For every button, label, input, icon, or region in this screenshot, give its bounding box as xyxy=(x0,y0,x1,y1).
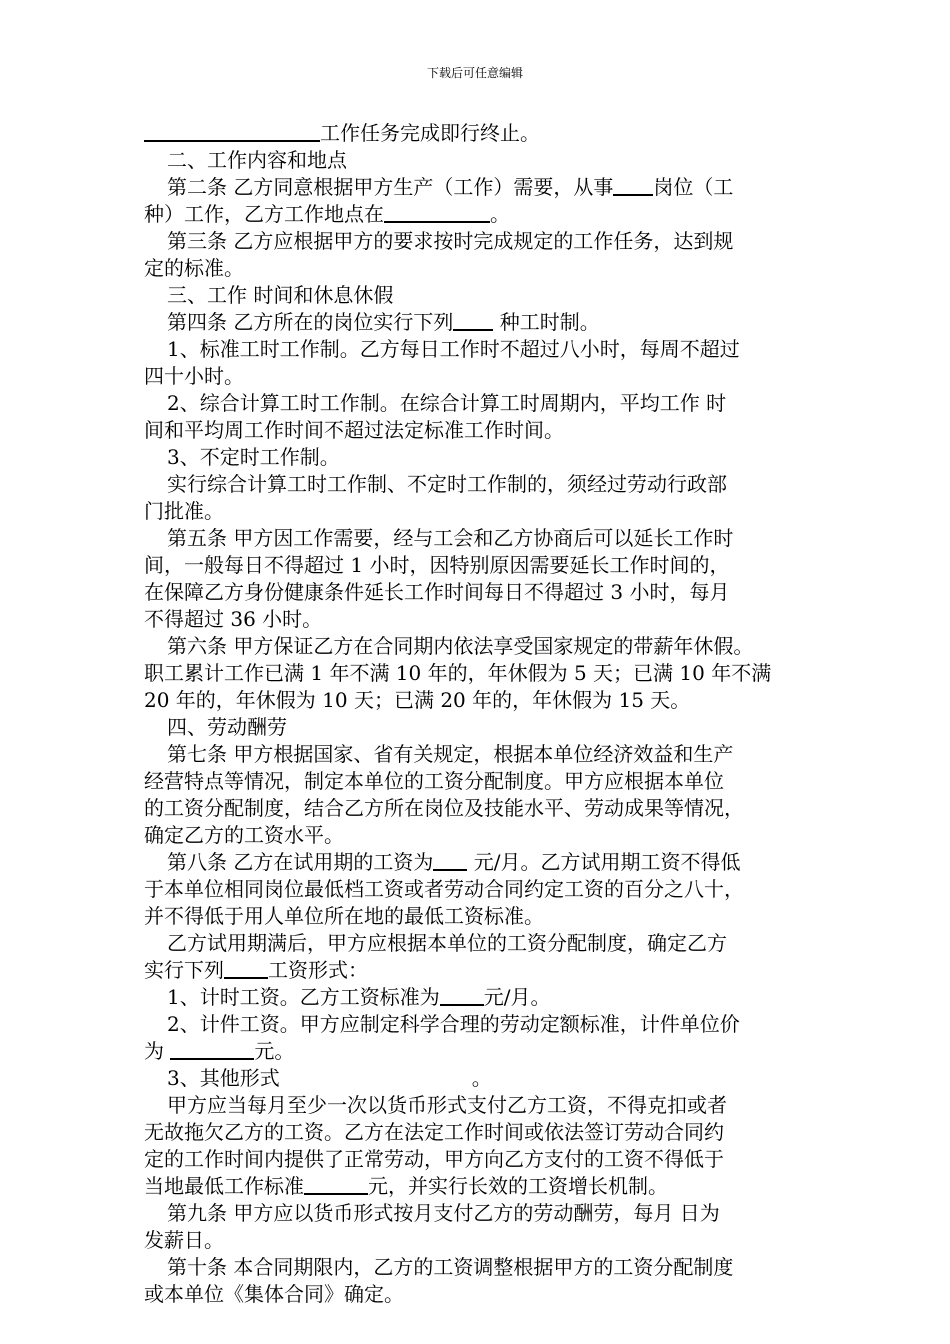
section-heading: 三、工作 时间和休息休假 xyxy=(167,283,394,307)
blank-underline xyxy=(170,1038,254,1060)
blank-underline xyxy=(613,174,653,196)
line: 于本单位相同岗位最低档工资或者劳动合同约定工资的百分之八十， xyxy=(144,877,744,901)
line: 1、标准工时工作制。乙方每日工作时不超过八小时，每周不超过 xyxy=(167,337,740,361)
line: 定的工作时间内提供了正常劳动，甲方向乙方支付的工资不得低于 xyxy=(144,1147,724,1171)
line: 第八条 乙方在试用期的工资为 元/月。乙方试用期工资不得低 xyxy=(167,850,741,874)
blank-underline xyxy=(224,957,268,979)
line: 乙方试用期满后，甲方应根据本单位的工资分配制度，确定乙方 xyxy=(167,931,727,955)
line: 第三条 乙方应根据甲方的要求按时完成规定的工作任务，达到规 xyxy=(167,229,734,253)
line: 当地最低工作标准 元，并实行长效的工资增长机制。 xyxy=(144,1174,668,1198)
line: 无故拖欠乙方的工资。乙方在法定工作时间或依法签订劳动合同约 xyxy=(144,1120,724,1144)
line: 门批准。 xyxy=(144,499,224,523)
line: 第七条 甲方根据国家、省有关规定，根据本单位经济效益和生产 xyxy=(167,742,734,766)
line: 2、综合计算工时工作制。在综合计算工时周期内，平均工作 时 xyxy=(167,391,727,415)
line: 3、其他形式 。 xyxy=(167,1066,492,1090)
line: 的工资分配制度，结合乙方所在岗位及技能水平、劳动成果等情况， xyxy=(144,796,744,820)
line: 甲方应当每月至少一次以货币形式支付乙方工资，不得克扣或者 xyxy=(167,1093,727,1117)
line: 实行下列 工资形式： xyxy=(144,958,368,982)
page-header: 下载后可任意编辑 xyxy=(426,66,523,80)
line: 第二条 乙方同意根据甲方生产（工作）需要，从事 岗位（工 xyxy=(167,175,734,199)
line: 确定乙方的工资水平。 xyxy=(144,823,344,847)
section-heading: 四、劳动酬劳 xyxy=(167,715,287,739)
blank-underline xyxy=(453,309,493,331)
line: 第四条 乙方所在的岗位实行下列 种工时制。 xyxy=(167,310,600,334)
line: 并不得低于用人单位所在地的最低工资标准。 xyxy=(144,904,544,928)
line: 工作任务完成即行终止。 xyxy=(144,120,809,147)
line: 间，一般每日不得超过 1 小时，因特别原因需要延长工作时间的， xyxy=(144,553,730,577)
line: 3、不定时工作制。 xyxy=(167,445,340,469)
blank-underline xyxy=(440,984,484,1006)
line: 第六条 甲方保证乙方在合同期内依法享受国家规定的带薪年休假。 xyxy=(167,634,754,658)
line: 1、计时工资。乙方工资标准为 元/月。 xyxy=(167,985,551,1009)
section-heading: 二、工作内容和地点 xyxy=(167,148,347,172)
line: 第五条 甲方因工作需要，经与工会和乙方协商后可以延长工作时 xyxy=(167,526,734,550)
line: 20 年的，年休假为 10 天；已满 20 年的，年休假为 15 天。 xyxy=(144,688,691,712)
line: 发薪日。 xyxy=(144,1228,224,1252)
line: 四十小时。 xyxy=(144,364,244,388)
blank-underline xyxy=(144,120,320,142)
line: 为 元。 xyxy=(144,1039,295,1063)
contract-body xyxy=(144,120,809,1308)
blank-underline xyxy=(433,849,467,871)
line: 间和平均周工作时间不超过法定标准工作时间。 xyxy=(144,418,564,442)
line: 种）工作，乙方工作地点在 。 xyxy=(144,202,510,226)
blank-underline xyxy=(384,201,490,223)
line: 在保障乙方身份健康条件延长工作时间每日不得超过 3 小时，每月 xyxy=(144,580,730,604)
blank-underline xyxy=(304,1173,368,1195)
line: 职工累计工作已满 1 年不满 10 年的，年休假为 5 天；已满 10 年不满 xyxy=(144,661,772,685)
line: 经营特点等情况，制定本单位的工资分配制度。甲方应根据本单位 xyxy=(144,769,724,793)
line: 第十条 本合同期限内，乙方的工资调整根据甲方的工资分配制度 xyxy=(167,1255,734,1279)
line: 不得超过 36 小时。 xyxy=(144,607,323,631)
line: 2、计件工资。甲方应制定科学合理的劳动定额标准，计件单位价 xyxy=(167,1012,740,1036)
line: 定的标准。 xyxy=(144,256,244,280)
line: 第九条 甲方应以货币形式按月支付乙方的劳动酬劳，每月 日为 xyxy=(167,1201,720,1225)
line: 或本单位《集体合同》确定。 xyxy=(144,1282,404,1306)
line: 实行综合计算工时工作制、不定时工作制的，须经过劳动行政部 xyxy=(167,472,727,496)
